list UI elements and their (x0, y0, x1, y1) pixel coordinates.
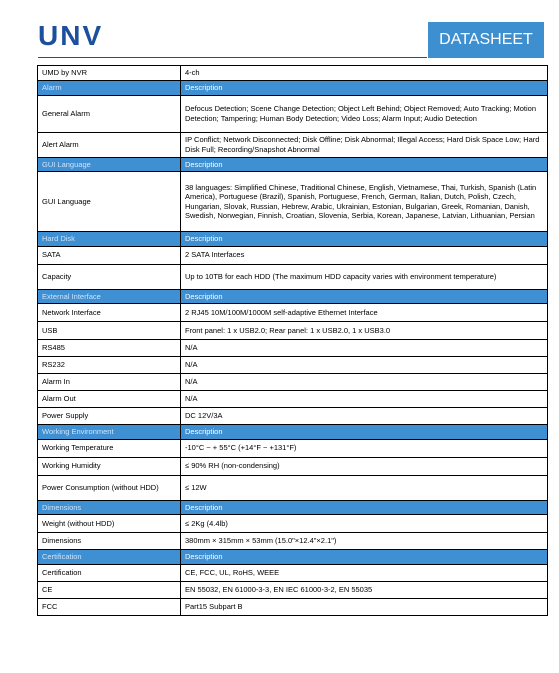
table-row (38, 322, 548, 340)
spec-value: Up to 10TB for each HDD (The maximum HDD capacity varies with environment temperature) (181, 264, 548, 289)
spec-label: CE (38, 581, 181, 598)
spec-label: USB (38, 322, 181, 340)
table-row (38, 533, 548, 550)
table-row (38, 304, 548, 322)
spec-label: FCC (38, 598, 181, 615)
spec-label: UMD by NVR (38, 66, 181, 81)
section-header-row (38, 500, 548, 515)
section-title: Hard Disk (38, 232, 181, 247)
spec-value: N/A (181, 391, 548, 408)
spec-value: ≤ 90% RH (non-condensing) (181, 457, 548, 475)
spec-label: RS485 (38, 340, 181, 357)
section-header-row (38, 157, 548, 172)
spec-value: N/A (181, 357, 548, 374)
section-description-label: Description (181, 81, 548, 96)
spec-label: Power Supply (38, 408, 181, 425)
table-row (38, 357, 548, 374)
spec-value: ≤ 12W (181, 475, 548, 500)
spec-label: Alarm Out (38, 391, 181, 408)
spec-label: Working Humidity (38, 457, 181, 475)
table-row (38, 172, 548, 232)
datasheet-badge: DATASHEET (428, 22, 544, 58)
spec-value: 380mm × 315mm × 53mm (15.0"×12.4"×2.1") (181, 533, 548, 550)
table-row (38, 457, 548, 475)
spec-value: 4-ch (181, 66, 548, 81)
section-description-label: Description (181, 232, 548, 247)
spec-label: Dimensions (38, 533, 181, 550)
section-header-row (38, 550, 548, 565)
spec-value: -10°C ~ + 55°C (+14°F ~ +131°F) (181, 439, 548, 457)
spec-value: ≤ 2Kg (4.4lb) (181, 515, 548, 533)
table-row (38, 515, 548, 533)
spec-value: 38 languages: Simplified Chinese, Traditional Chinese, English, Vietnamese, Thai, Turkish, Spanish (Latin America), Portuguese (Brazil), Spanish, Portuguese, French, German, Italian, Dutch, Polish, Czech, Hungarian, Slovak, Russian, Hebrew, Arabic, Ukrainian, Estonian, Bulgarian, Greek, Romanian, Danish, Swedish, Norwegian, Finnish, Croatian, Slovenia, Serbia, Korean, Japanese, Latvian, Lithuanian, Persian (181, 172, 548, 232)
spec-value: Defocus Detection; Scene Change Detection; Object Left Behind; Object Removed; Auto Tracking; Motion Detection; Tampering; Human Body Detection; Video Loss; Alarm Input; Audio Detection (181, 95, 548, 132)
spec-value: DC 12V/3A (181, 408, 548, 425)
spec-value: 2 SATA Interfaces (181, 246, 548, 264)
spec-label: Alarm In (38, 374, 181, 391)
spec-value: CE, FCC, UL, RoHS, WEEE (181, 564, 548, 581)
section-description-label: Description (181, 157, 548, 172)
table-row (38, 95, 548, 132)
section-description-label: Description (181, 550, 548, 565)
table-row (38, 564, 548, 581)
table-row (38, 581, 548, 598)
table-row (38, 391, 548, 408)
spec-label: Certification (38, 564, 181, 581)
section-header-row (38, 425, 548, 440)
spec-value: 2 RJ45 10M/100M/1000M self-adaptive Ethernet Interface (181, 304, 548, 322)
section-title: Alarm (38, 81, 181, 96)
table-row (38, 66, 548, 81)
spec-label: SATA (38, 246, 181, 264)
section-description-label: Description (181, 289, 548, 304)
section-title: GUI Language (38, 157, 181, 172)
table-row (38, 475, 548, 500)
section-header-row (38, 232, 548, 247)
spec-table-body (38, 66, 548, 616)
spec-value: Part15 Subpart B (181, 598, 548, 615)
spec-label: RS232 (38, 357, 181, 374)
section-description-label: Description (181, 500, 548, 515)
section-title: Dimensions (38, 500, 181, 515)
spec-label: Weight (without HDD) (38, 515, 181, 533)
spec-value: Front panel: 1 x USB2.0; Rear panel: 1 x USB2.0, 1 x USB3.0 (181, 322, 548, 340)
table-row (38, 408, 548, 425)
table-row (38, 374, 548, 391)
header-rule (38, 57, 427, 58)
section-header-row (38, 81, 548, 96)
unv-logo: UNV (38, 20, 104, 51)
section-description-label: Description (181, 425, 548, 440)
table-row (38, 132, 548, 157)
spec-label: Alert Alarm (38, 132, 181, 157)
spec-label: GUI Language (38, 172, 181, 232)
spec-label: Working Temperature (38, 439, 181, 457)
spec-value: N/A (181, 340, 548, 357)
page-header (0, 0, 559, 62)
spec-label: General Alarm (38, 95, 181, 132)
section-title: Certification (38, 550, 181, 565)
table-row (38, 598, 548, 615)
spec-label: Power Consumption (without HDD) (38, 475, 181, 500)
section-title: Working Environment (38, 425, 181, 440)
spec-value: IP Conflict; Network Disconnected; Disk Offline; Disk Abnormal; Illegal Access; Hard Disk Space Low; Hard Disk Full; Recording/Snapshot Abnormal (181, 132, 548, 157)
section-header-row (38, 289, 548, 304)
table-row (38, 439, 548, 457)
table-row (38, 340, 548, 357)
spec-label: Network Interface (38, 304, 181, 322)
spec-value: EN 55032, EN 61000-3-3, EN IEC 61000-3-2, EN 55035 (181, 581, 548, 598)
spec-table (37, 65, 548, 616)
table-row (38, 264, 548, 289)
section-title: External Interface (38, 289, 181, 304)
spec-label: Capacity (38, 264, 181, 289)
table-row (38, 246, 548, 264)
spec-value: N/A (181, 374, 548, 391)
